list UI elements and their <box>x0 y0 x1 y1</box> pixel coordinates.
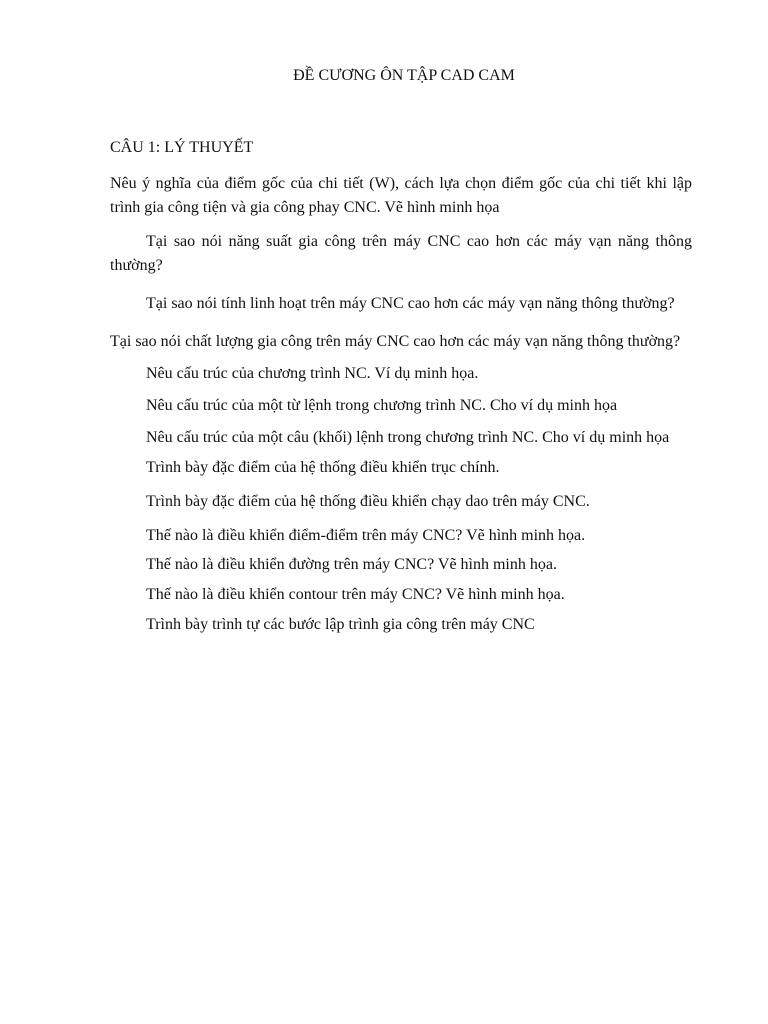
paragraph-origin-point: Nêu ý nghĩa của điểm gốc của chi tiết (W), cách lựa chọn điểm gốc của chi tiết khi lập trình gia công tiện và gia công phay CNC. Vẽ hình minh họa <box>110 175 692 216</box>
list-item: Thế nào là điều khiển đường trên máy CNC? Vẽ hình minh họa. <box>146 556 557 573</box>
paragraph-flexibility: Tại sao nói tính linh hoạt trên máy CNC cao hơn các máy vạn năng thông thường? <box>146 295 675 312</box>
document-title: ĐỀ CƯƠNG ÔN TẬP CAD CAM <box>293 67 515 84</box>
list-item: Trình bày đặc điểm của hệ thống điều khiển trục chính. <box>146 459 500 476</box>
section-heading: CÂU 1: LÝ THUYẾT <box>110 139 254 156</box>
list-item: Nêu cấu trúc của một câu (khối) lệnh trong chương trình NC. Cho ví dụ minh họa <box>146 429 670 446</box>
list-item: Trình bày đặc điểm của hệ thống điều khiển chạy dao trên máy CNC. <box>146 493 590 510</box>
list-item: Thế nào là điều khiển contour trên máy CNC? Vẽ hình minh họa. <box>146 586 565 603</box>
list-item: Nêu cấu trúc của một từ lệnh trong chương trình NC. Cho ví dụ minh họa <box>146 397 618 414</box>
list-item: Trình bày trình tự các bước lập trình gia công trên máy CNC <box>146 616 535 633</box>
paragraph-productivity: Tại sao nói năng suất gia công trên máy CNC cao hơn các máy vạn năng thông thường? <box>110 233 692 274</box>
list-item: Thế nào là điều khiển điểm-điểm trên máy CNC? Vẽ hình minh họa. <box>146 527 586 544</box>
paragraph-quality: Tại sao nói chất lượng gia công trên máy CNC cao hơn các máy vạn năng thông thường? <box>110 333 681 350</box>
list-item: Nêu cấu trúc của chương trình NC. Ví dụ minh họa. <box>146 365 479 382</box>
